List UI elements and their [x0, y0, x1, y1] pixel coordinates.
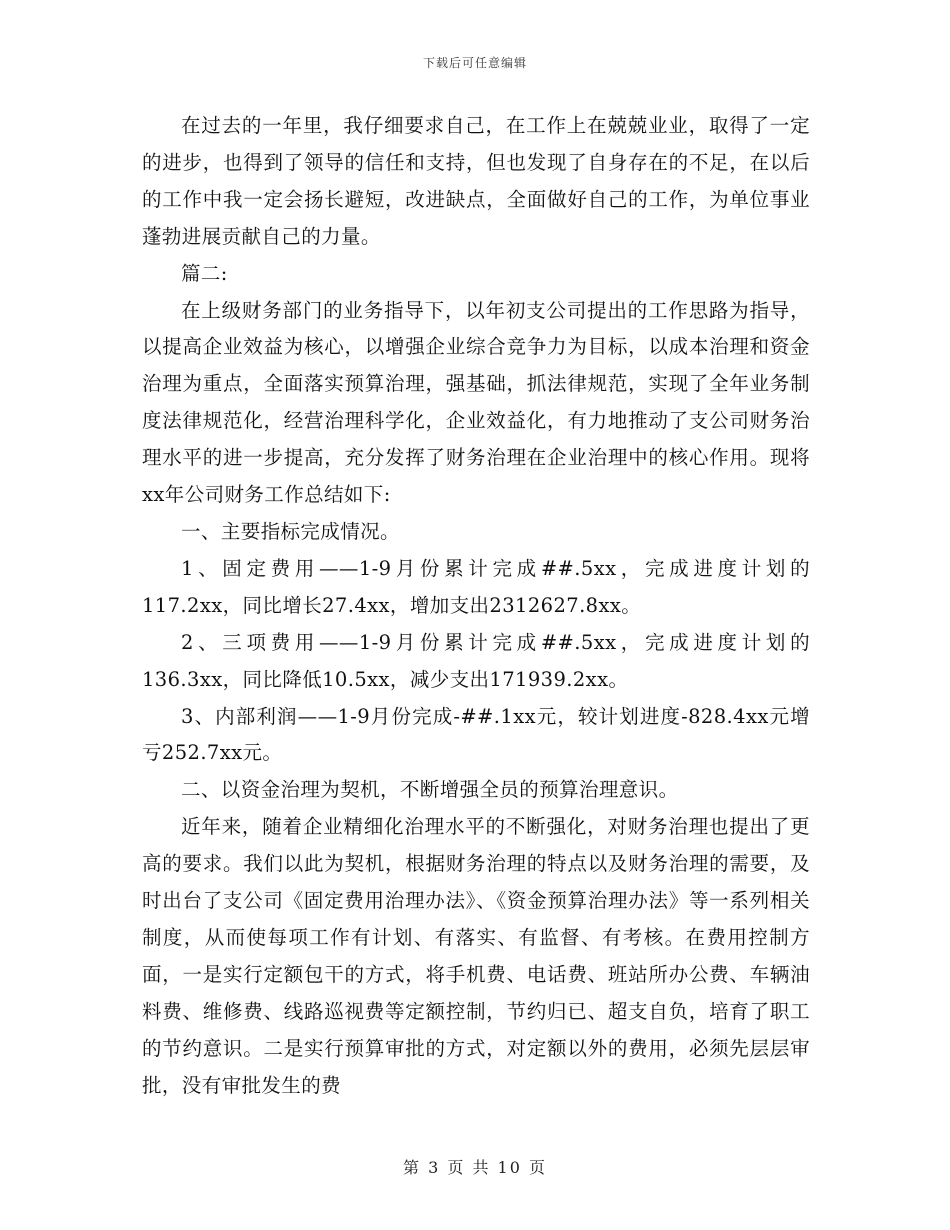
paragraph-budget-management: 近年来，随着企业精细化治理水平的不断强化，对财务治理也提出了更高的要求。我们以此为契机，根据财务治理的特点以及财务治理的需要，及时出台了支公司《固定费用治理办法》、《资金预算治理办法》等一系列相关制度，从而使每项工作有计划、有落实、有监督、有考核。在费用控制方面，一是实行定额包干的方式，将手机费、电话费、班站所办公费、车辆油料费、维修费、线路巡视费等定额控制，节约归已、超支自负，培育了职工的节约意识。二是实行预算审批的方式，对定额以外的费用，必须先层层审批，没有审批发生的费: [142, 815, 810, 1097]
paragraph-internal-profit: 3、内部利润——1-9月份完成-##.1xx元，较计划进度-828.4xx元增亏252.7xx元。: [142, 704, 810, 765]
paragraph-intro: 在上级财务部门的业务指导下，以年初支公司提出的工作思路为指导，以提高企业效益为核心，以增强企业综合竞争力为目标，以成本治理和资金治理为重点，全面落实预算治理，强基础，抓法律规范，实现了全年业务制度法律规范化，经营治理科学化，企业效益化，有力地推动了支公司财务治理水平的进一步提高，充分发挥了财务治理在企业治理中的核心作用。现将xx年公司财务工作总结如下:: [142, 298, 810, 507]
page-number: 第 3 页 共 10 页: [403, 1158, 547, 1177]
paragraph-three-costs: 2、三项费用——1-9月份累计完成##.5xx，完成进度计划的136.3xx，同比降低10.5xx，减少支出171939.2xx。: [142, 630, 810, 691]
document-body: [142, 108, 810, 1104]
paragraph-summary: 在过去的一年里，我仔细要求自己，在工作上在兢兢业业，取得了一定的进步，也得到了领导的信任和支持，但也发现了自身存在的不足，在以后的工作中我一定会扬长避短，改进缺点，全面做好自己的工作，为单位事业蓬勃进展贡献自己的力量。: [142, 114, 810, 248]
paragraph-heading-budget: 二、以资金治理为契机，不断增强全员的预算治理意识。: [181, 778, 679, 802]
page-header: [0, 54, 950, 71]
paragraph-section-title: 篇二:: [181, 261, 228, 285]
paragraph-fixed-costs: 1、固定费用——1-9月份累计完成##.5xx，完成进度计划的117.2xx，同比增长27.4xx，增加支出2312627.8xx。: [142, 556, 810, 617]
paragraph-heading-indicators: 一、主要指标完成情况。: [181, 519, 400, 543]
page-footer: [0, 1155, 950, 1178]
header-note: 下载后可任意编辑: [422, 56, 527, 70]
